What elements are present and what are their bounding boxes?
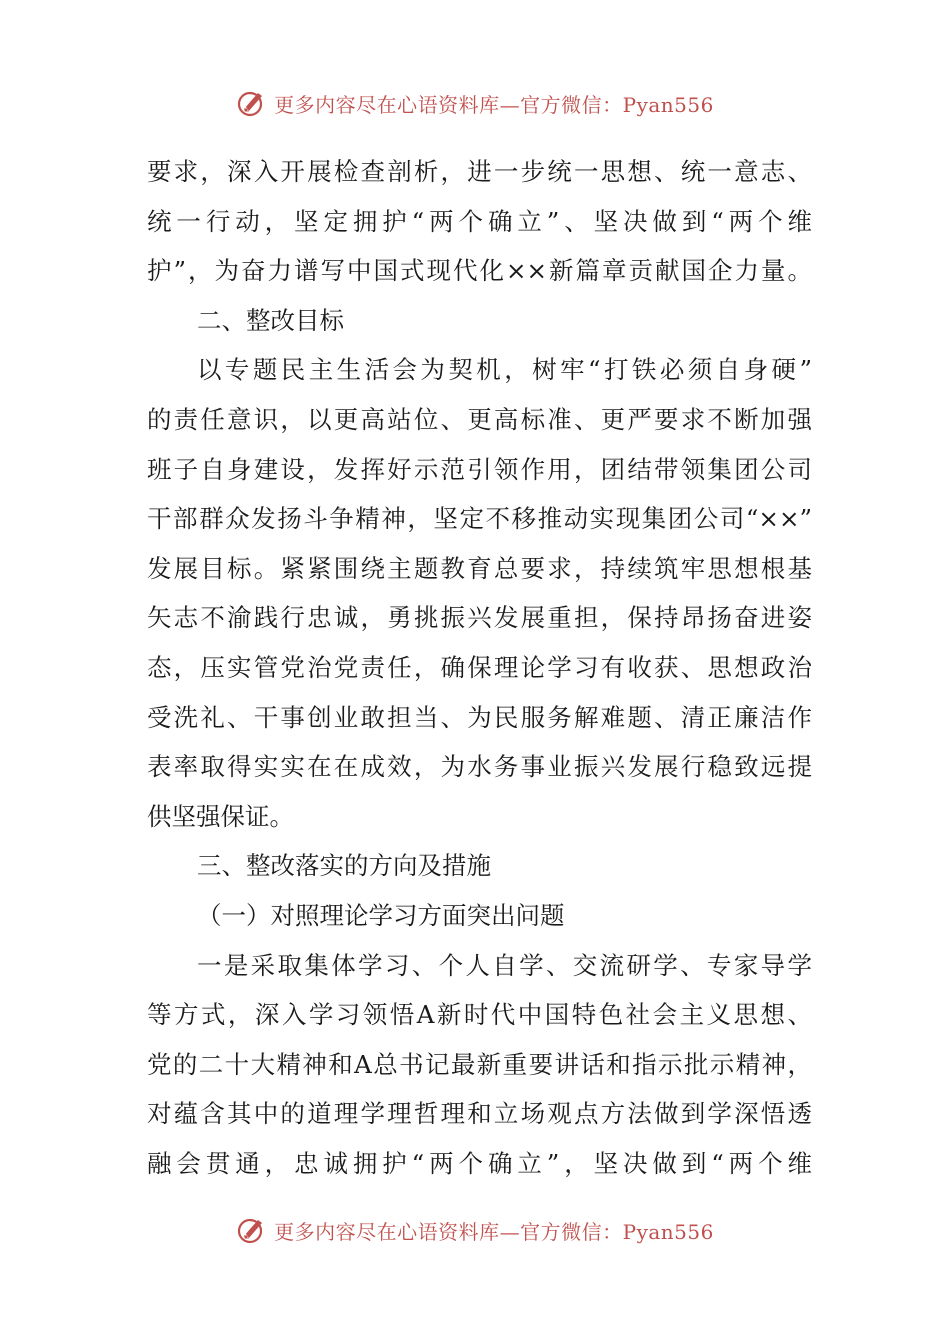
- body-line: 矢志不渝践行忠诚，勇挑振兴发展重担，保持昂扬奋进姿: [147, 603, 812, 633]
- body-line: 的责任意识，以更高站位、更高标准、更严要求不断加强: [147, 404, 812, 434]
- body-line: 护”，为奋力谱写中国式现代化××新篇章贡献国企力量。: [147, 256, 812, 286]
- header-watermark: [0, 83, 950, 123]
- body-line: 干部群众发扬斗争精神，坚定不移推动实现集团公司“××”: [147, 504, 812, 534]
- document-body: [147, 147, 812, 1188]
- watermark-text: 更多内容尽在心语资料库—官方微信：Pyan556: [274, 1219, 714, 1244]
- footer-watermark: [0, 1210, 950, 1250]
- body-line: 要求，深入开展检查剖析，进一步统一思想、统一意志、: [147, 157, 812, 186]
- body-line: 态，压实管党治党责任，确保理论学习有收获、思想政治: [147, 652, 812, 682]
- section-heading: 二、整改目标: [197, 305, 344, 335]
- subsection-heading: （一）对照理论学习方面突出问题: [197, 900, 565, 930]
- paragraph-first-line: 一是采取集体学习、个人自学、交流研学、专家导学: [197, 950, 812, 980]
- body-line: 发展目标。紧紧围绕主题教育总要求，持续筑牢思想根基: [147, 553, 812, 583]
- body-line: 表率取得实实在在成效，为水务事业振兴发展行稳致远提: [147, 752, 812, 782]
- body-line: 受洗礼、干事创业敢担当、为民服务解难题、清正廉洁作: [147, 702, 812, 732]
- body-line: 班子自身建设，发挥好示范引领作用，团结带领集团公司: [147, 454, 812, 484]
- paragraph-first-line: 以专题民主生活会为契机，树牢“打铁必须自身硬”: [197, 355, 812, 385]
- paragraph-last-line: 供坚强保证。: [147, 801, 294, 831]
- section-heading: 三、整改落实的方向及措施: [197, 851, 491, 881]
- body-line: 对蕴含其中的道理学理哲理和立场观点方法做到学深悟透: [147, 1099, 812, 1129]
- body-line: 统一行动，坚定拥护“两个确立”、坚决做到“两个维: [147, 206, 812, 236]
- body-line: 等方式，深入学习领悟A新时代中国特色社会主义思想、: [147, 1000, 812, 1030]
- body-line: 融会贯通，忠诚拥护“两个确立”，坚决做到“两个维: [147, 1148, 812, 1178]
- body-line: 党的二十大精神和A总书记最新重要讲话和指示批示精神，: [147, 1049, 812, 1079]
- pen-circle-logo-icon: [236, 87, 268, 119]
- watermark-text: 更多内容尽在心语资料库—官方微信：Pyan556: [274, 92, 714, 117]
- pen-circle-logo-icon: [236, 1214, 268, 1246]
